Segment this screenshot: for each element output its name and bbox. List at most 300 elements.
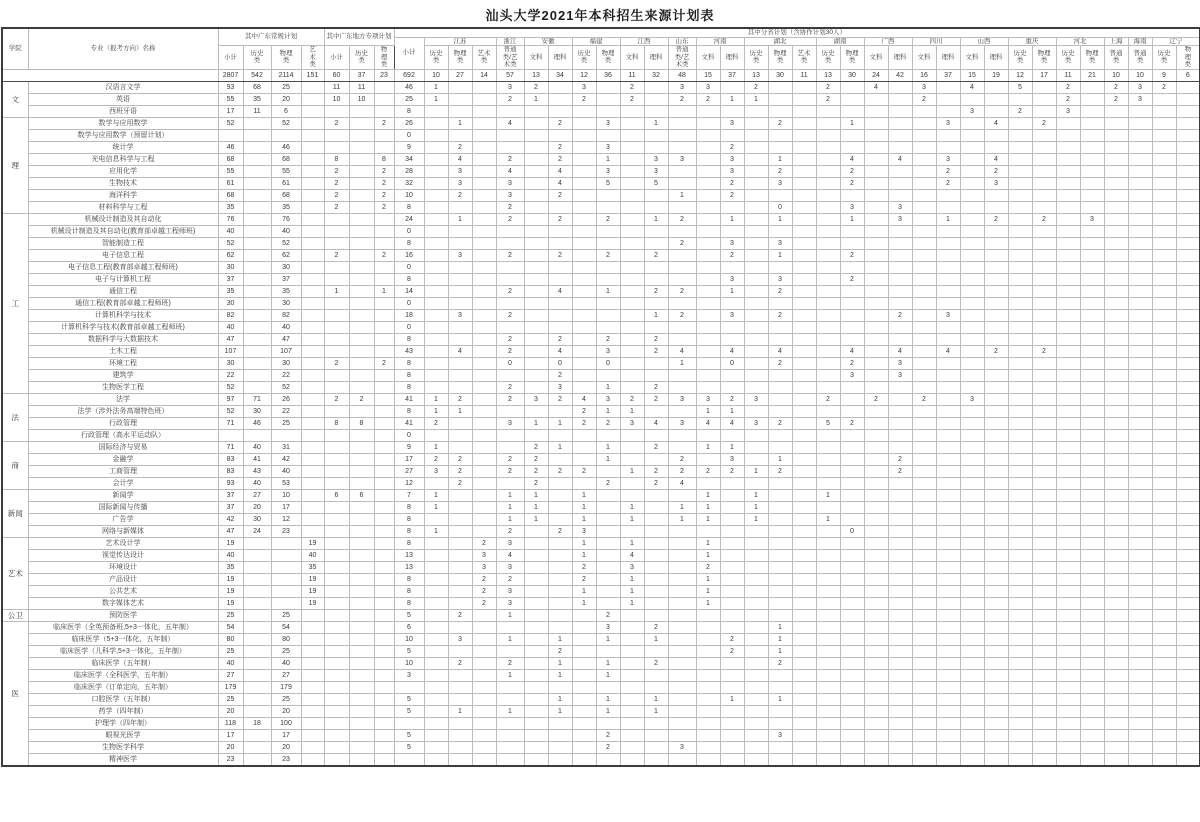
value-cell: 2 <box>668 213 696 225</box>
value-cell: 46 <box>271 141 301 153</box>
value-cell <box>1128 633 1152 645</box>
value-cell: 107 <box>218 345 243 357</box>
major-row <box>2 81 1200 93</box>
value-cell <box>792 225 816 237</box>
value-cell <box>668 549 696 561</box>
major-row <box>2 633 1200 645</box>
value-cell <box>1032 525 1056 537</box>
value-cell <box>1128 321 1152 333</box>
value-cell <box>324 453 349 465</box>
value-cell <box>912 285 936 297</box>
value-cell: 11 <box>792 69 816 81</box>
value-cell <box>620 693 644 705</box>
value-cell <box>1104 561 1128 573</box>
value-cell <box>424 549 448 561</box>
value-cell <box>912 417 936 429</box>
value-cell: 3 <box>668 81 696 93</box>
value-cell: 2 <box>596 609 620 621</box>
value-cell <box>768 81 792 93</box>
value-cell <box>1128 189 1152 201</box>
value-cell <box>548 753 572 766</box>
value-cell <box>1080 705 1104 717</box>
value-cell: 2 <box>720 645 744 657</box>
value-cell: 3 <box>696 81 720 93</box>
value-cell <box>374 225 394 237</box>
major-row <box>2 585 1200 597</box>
value-cell <box>349 681 374 693</box>
value-cell: 55 <box>271 165 301 177</box>
value-cell <box>524 357 548 369</box>
value-cell <box>1080 285 1104 297</box>
value-cell: 1 <box>596 285 620 297</box>
value-cell <box>243 357 271 369</box>
value-cell: 2 <box>596 417 620 429</box>
value-cell <box>349 177 374 189</box>
value-cell <box>1080 201 1104 213</box>
value-cell <box>1080 177 1104 189</box>
value-cell <box>840 741 864 753</box>
value-cell <box>960 369 984 381</box>
province-header-湖北: 湖北 <box>744 37 816 46</box>
value-cell: 11 <box>243 105 271 117</box>
value-cell: 93 <box>218 477 243 489</box>
value-cell <box>864 333 888 345</box>
value-cell: 1 <box>596 693 620 705</box>
value-cell <box>912 105 936 117</box>
value-cell <box>768 573 792 585</box>
value-cell: 10 <box>394 633 424 645</box>
value-cell: 35 <box>271 285 301 297</box>
value-cell <box>816 141 840 153</box>
value-cell <box>374 633 394 645</box>
value-cell <box>524 729 548 741</box>
value-cell: 5 <box>394 729 424 741</box>
value-cell: 1 <box>596 153 620 165</box>
value-cell <box>668 273 696 285</box>
value-cell <box>1056 357 1080 369</box>
value-cell <box>620 153 644 165</box>
value-cell: 1 <box>524 513 548 525</box>
value-cell <box>744 273 768 285</box>
value-cell <box>1104 117 1128 129</box>
value-cell <box>548 717 572 729</box>
value-cell <box>960 669 984 681</box>
value-cell <box>1104 213 1128 225</box>
major-row <box>2 297 1200 309</box>
value-cell <box>744 225 768 237</box>
value-cell <box>374 573 394 585</box>
value-cell <box>1128 141 1152 153</box>
value-cell <box>1176 357 1200 369</box>
value-cell <box>596 513 620 525</box>
value-cell <box>424 261 448 273</box>
value-cell <box>720 429 744 441</box>
value-cell <box>572 165 596 177</box>
value-cell: 20 <box>218 705 243 717</box>
value-cell <box>888 237 912 249</box>
value-cell <box>888 681 912 693</box>
value-cell <box>324 513 349 525</box>
major-row <box>2 177 1200 189</box>
value-cell <box>720 105 744 117</box>
value-cell: 1 <box>644 633 668 645</box>
value-cell <box>596 585 620 597</box>
value-cell <box>1128 669 1152 681</box>
value-cell <box>496 321 524 333</box>
value-cell <box>840 225 864 237</box>
value-cell <box>912 705 936 717</box>
value-cell <box>644 81 668 93</box>
value-cell <box>1128 441 1152 453</box>
value-cell <box>936 369 960 381</box>
major-row <box>2 417 1200 429</box>
value-cell: 42 <box>888 69 912 81</box>
value-cell <box>984 285 1008 297</box>
value-cell <box>816 681 840 693</box>
value-cell <box>792 717 816 729</box>
value-cell <box>912 273 936 285</box>
value-cell <box>1152 357 1176 369</box>
value-cell <box>374 621 394 633</box>
value-cell: 100 <box>271 717 301 729</box>
value-cell: 3 <box>596 117 620 129</box>
value-cell <box>1080 609 1104 621</box>
value-cell <box>720 621 744 633</box>
province-subcol-header: 物理类 <box>1032 46 1056 70</box>
value-cell <box>1104 261 1128 273</box>
value-cell: 8 <box>394 585 424 597</box>
value-cell <box>1056 753 1080 766</box>
value-cell <box>1128 645 1152 657</box>
value-cell <box>324 333 349 345</box>
value-cell <box>840 585 864 597</box>
value-cell <box>768 525 792 537</box>
value-cell: 4 <box>936 345 960 357</box>
value-cell <box>1008 561 1032 573</box>
value-cell: 11 <box>324 81 349 93</box>
value-cell <box>1080 429 1104 441</box>
value-cell <box>243 741 271 753</box>
value-cell: 71 <box>218 441 243 453</box>
value-cell <box>1128 609 1152 621</box>
value-cell: 1 <box>548 705 572 717</box>
value-cell <box>768 705 792 717</box>
value-cell <box>301 153 324 165</box>
value-cell <box>644 129 668 141</box>
value-cell: 2 <box>768 117 792 129</box>
province-subcol-header: 物理类 <box>768 46 792 70</box>
value-cell: 2 <box>888 309 912 321</box>
value-cell <box>524 189 548 201</box>
value-cell: 2 <box>324 117 349 129</box>
value-cell <box>644 201 668 213</box>
value-cell <box>696 333 720 345</box>
value-cell: 0 <box>394 297 424 309</box>
value-cell: 46 <box>394 81 424 93</box>
value-cell <box>1152 129 1176 141</box>
value-cell: 1 <box>744 501 768 513</box>
value-cell <box>668 693 696 705</box>
province-subcol-header: 理科 <box>720 46 744 70</box>
value-cell: 17 <box>218 729 243 741</box>
value-cell <box>349 561 374 573</box>
value-cell: 68 <box>271 189 301 201</box>
value-cell <box>349 105 374 117</box>
value-cell <box>1152 417 1176 429</box>
value-cell <box>840 597 864 609</box>
value-cell <box>888 393 912 405</box>
value-cell <box>1152 753 1176 766</box>
value-cell <box>472 333 496 345</box>
value-cell: 2 <box>768 357 792 369</box>
value-cell <box>496 273 524 285</box>
value-cell <box>243 693 271 705</box>
value-cell <box>912 321 936 333</box>
major-name-cell: 公共艺术 <box>28 585 218 597</box>
value-cell: 1 <box>720 693 744 705</box>
value-cell <box>596 261 620 273</box>
value-cell: 4 <box>696 417 720 429</box>
value-cell <box>696 645 720 657</box>
major-row <box>2 237 1200 249</box>
value-cell <box>243 261 271 273</box>
value-cell <box>1104 417 1128 429</box>
value-cell <box>888 93 912 105</box>
value-cell: 28 <box>394 165 424 177</box>
value-cell <box>301 633 324 645</box>
value-cell <box>596 429 620 441</box>
province-subcol-header: 文科 <box>524 46 548 70</box>
value-cell <box>1104 657 1128 669</box>
value-cell <box>840 189 864 201</box>
major-name-cell: 精神医学 <box>28 753 218 766</box>
value-cell <box>1080 537 1104 549</box>
value-cell <box>472 129 496 141</box>
value-cell: 3 <box>720 117 744 129</box>
value-cell <box>696 129 720 141</box>
value-cell <box>1152 297 1176 309</box>
value-cell: 2 <box>448 189 472 201</box>
value-cell <box>936 249 960 261</box>
value-cell: 25 <box>271 81 301 93</box>
value-cell: 8 <box>394 537 424 549</box>
value-cell: 40 <box>301 549 324 561</box>
value-cell <box>374 393 394 405</box>
value-cell: 2 <box>548 117 572 129</box>
value-cell: 3 <box>644 165 668 177</box>
major-name-cell: 金融学 <box>28 453 218 465</box>
value-cell <box>1008 93 1032 105</box>
value-cell <box>792 561 816 573</box>
value-cell <box>816 525 840 537</box>
major-row <box>2 165 1200 177</box>
value-cell: 2 <box>448 609 472 621</box>
value-cell: 4 <box>960 81 984 93</box>
value-cell <box>1128 501 1152 513</box>
value-cell <box>424 573 448 585</box>
value-cell <box>960 405 984 417</box>
value-cell: 1 <box>696 585 720 597</box>
value-cell <box>301 285 324 297</box>
value-cell <box>1128 705 1152 717</box>
value-cell <box>1032 489 1056 501</box>
value-cell <box>792 585 816 597</box>
value-cell <box>1176 225 1200 237</box>
value-cell <box>864 213 888 225</box>
value-cell <box>936 141 960 153</box>
value-cell <box>1152 273 1176 285</box>
value-cell <box>888 177 912 189</box>
value-cell <box>720 537 744 549</box>
value-cell: 40 <box>271 321 301 333</box>
value-cell <box>816 333 840 345</box>
major-name-cell: 国际新闻与传播 <box>28 501 218 513</box>
major-row <box>2 189 1200 201</box>
value-cell <box>1080 381 1104 393</box>
value-cell: 2 <box>596 477 620 489</box>
value-cell <box>524 645 548 657</box>
value-cell <box>1104 285 1128 297</box>
value-cell: 1 <box>696 501 720 513</box>
value-cell <box>1008 645 1032 657</box>
value-cell <box>1152 621 1176 633</box>
value-cell <box>424 189 448 201</box>
value-cell <box>548 321 572 333</box>
value-cell <box>668 381 696 393</box>
value-cell <box>1104 141 1128 153</box>
value-cell <box>792 213 816 225</box>
value-cell <box>349 705 374 717</box>
value-cell <box>720 597 744 609</box>
value-cell <box>1056 141 1080 153</box>
value-cell: 5 <box>644 177 668 189</box>
value-cell <box>668 261 696 273</box>
value-cell <box>572 429 596 441</box>
value-cell <box>620 309 644 321</box>
value-cell <box>912 201 936 213</box>
value-cell: 1 <box>424 81 448 93</box>
value-cell: 5 <box>394 645 424 657</box>
value-cell <box>816 321 840 333</box>
value-cell <box>448 333 472 345</box>
value-cell <box>596 753 620 766</box>
value-cell <box>1032 609 1056 621</box>
value-cell <box>668 165 696 177</box>
value-cell: 35 <box>301 561 324 573</box>
value-cell: 19 <box>301 573 324 585</box>
value-cell: 1 <box>620 513 644 525</box>
value-cell <box>984 585 1008 597</box>
value-cell <box>448 105 472 117</box>
major-row <box>2 681 1200 693</box>
value-cell <box>496 477 524 489</box>
value-cell: 2 <box>524 441 548 453</box>
value-cell <box>301 489 324 501</box>
value-cell <box>301 753 324 766</box>
value-cell <box>1032 405 1056 417</box>
value-cell: 6 <box>394 621 424 633</box>
value-cell <box>1152 369 1176 381</box>
value-cell <box>1152 525 1176 537</box>
value-cell: 1 <box>644 309 668 321</box>
value-cell <box>472 93 496 105</box>
value-cell <box>620 141 644 153</box>
value-cell <box>301 165 324 177</box>
value-cell: 1 <box>596 633 620 645</box>
value-cell <box>696 369 720 381</box>
value-cell <box>792 621 816 633</box>
value-cell: 2 <box>374 249 394 261</box>
value-cell <box>1008 357 1032 369</box>
value-cell <box>620 477 644 489</box>
value-cell <box>720 81 744 93</box>
value-cell <box>572 321 596 333</box>
value-cell <box>696 261 720 273</box>
value-cell <box>301 225 324 237</box>
gd-special-group-header: 其中广东地方专项计划 <box>324 28 394 46</box>
value-cell <box>548 549 572 561</box>
value-cell <box>548 309 572 321</box>
value-cell <box>524 609 548 621</box>
value-cell <box>1176 405 1200 417</box>
value-cell <box>620 129 644 141</box>
value-cell <box>668 633 696 645</box>
value-cell <box>912 621 936 633</box>
value-cell <box>1008 237 1032 249</box>
value-cell <box>524 213 548 225</box>
value-cell <box>696 753 720 766</box>
value-cell <box>696 477 720 489</box>
value-cell <box>768 441 792 453</box>
value-cell <box>324 729 349 741</box>
value-cell: 4 <box>984 153 1008 165</box>
value-cell <box>816 753 840 766</box>
major-row <box>2 285 1200 297</box>
value-cell: 16 <box>912 69 936 81</box>
value-cell: 1 <box>644 705 668 717</box>
value-cell <box>1008 405 1032 417</box>
value-cell <box>960 501 984 513</box>
value-cell: 14 <box>472 69 496 81</box>
value-cell <box>816 633 840 645</box>
province-subcol-header: 理科 <box>644 46 668 70</box>
value-cell: 2 <box>548 465 572 477</box>
value-cell <box>1056 717 1080 729</box>
value-cell <box>424 753 448 766</box>
value-cell: 15 <box>960 69 984 81</box>
value-cell <box>572 333 596 345</box>
value-cell <box>1128 393 1152 405</box>
value-cell: 17 <box>218 105 243 117</box>
value-cell: 16 <box>394 249 424 261</box>
gd-subcol-header: 小计 <box>218 46 243 70</box>
value-cell <box>324 405 349 417</box>
zx-subcol-header: 物理类 <box>374 46 394 70</box>
value-cell <box>668 729 696 741</box>
value-cell <box>696 165 720 177</box>
value-cell <box>792 105 816 117</box>
value-cell <box>424 597 448 609</box>
value-cell <box>960 561 984 573</box>
value-cell: 10 <box>394 657 424 669</box>
value-cell <box>243 621 271 633</box>
value-cell: 6 <box>271 105 301 117</box>
value-cell <box>744 405 768 417</box>
major-row <box>2 333 1200 345</box>
value-cell <box>744 717 768 729</box>
value-cell <box>1008 549 1032 561</box>
value-cell <box>1176 561 1200 573</box>
